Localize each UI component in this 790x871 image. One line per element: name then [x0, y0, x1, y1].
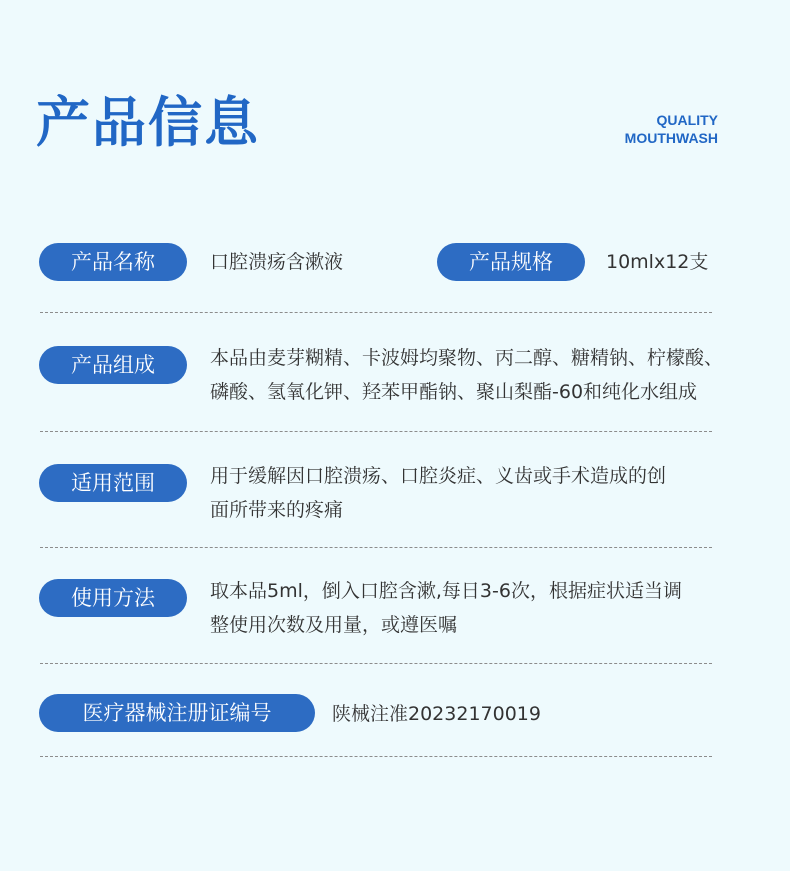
label-registration-number: 医疗器械注册证编号	[39, 694, 315, 732]
page-title: 产品信息	[36, 91, 260, 154]
value-composition-line-2: 磷酸、氢氧化钾、羟苯甲酯钠、聚山梨酯-60和纯化水组成	[210, 381, 698, 403]
label-usage: 使用方法	[39, 579, 187, 617]
label-product-spec: 产品规格	[437, 243, 585, 281]
value-usage-line-1: 取本品5ml，倒入口腔含漱,每日3-6次，根据症状适当调	[210, 580, 682, 602]
divider	[40, 663, 712, 664]
value-scope-line-2: 面所带来的疼痛	[210, 499, 344, 521]
value-scope-line-1: 用于缓解因口腔溃疡、口腔炎症、义齿或手术造成的创	[210, 465, 667, 487]
quality-mouthwash-tag	[625, 111, 718, 147]
label-composition: 产品组成	[39, 346, 187, 384]
divider	[40, 431, 712, 432]
value-registration-number: 陕械注准20232170019	[332, 703, 541, 725]
value-composition-line-1: 本品由麦芽糊精、卡波姆均聚物、丙二醇、糖精钠、柠檬酸、	[210, 347, 724, 369]
divider	[40, 756, 712, 757]
value-product-name: 口腔溃疡含漱液	[210, 251, 344, 273]
divider	[40, 547, 712, 548]
label-product-name: 产品名称	[39, 243, 187, 281]
divider	[40, 312, 712, 313]
value-usage-line-2: 整使用次数及用量，或遵医嘱	[210, 614, 458, 636]
tag-line-mouthwash: MOUTHWASH	[624, 130, 718, 146]
tag-line-quality: QUALITY	[656, 112, 718, 128]
label-scope: 适用范围	[39, 464, 187, 502]
value-product-spec: 10mlx12支	[606, 251, 709, 273]
